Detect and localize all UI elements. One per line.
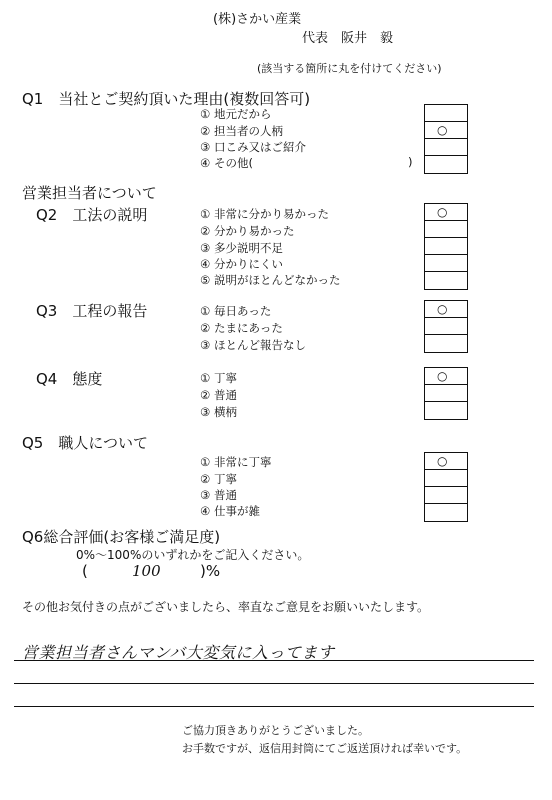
q5-option-3: ③ 普通 xyxy=(200,488,237,502)
q4-checkbox-2[interactable] xyxy=(425,385,467,402)
q4-title: Q4 態度 xyxy=(36,370,103,388)
q2-option-5: ⑤ 説明がほとんどなかった xyxy=(200,273,341,287)
q5-option-2: ② 丁寧 xyxy=(200,472,237,486)
q3-checkbox-2[interactable] xyxy=(425,318,467,335)
q1-checkbox-1[interactable] xyxy=(425,105,467,122)
q4-checkbox-1[interactable] xyxy=(425,368,467,385)
comment-line-1 xyxy=(14,660,534,661)
q4-option-3: ③ 横柄 xyxy=(200,405,237,419)
q5-option-1: ① 非常に丁寧 xyxy=(200,455,272,469)
q2-checkbox-column xyxy=(424,203,468,290)
q5-option-4: ④ 仕事が雑 xyxy=(200,504,260,518)
q3-checkbox-1[interactable] xyxy=(425,301,467,318)
q1-option-4: ④ その他( xyxy=(200,156,253,170)
q6-title: Q6総合評価(お客様ご満足度) xyxy=(22,528,221,546)
q2-checkbox-5[interactable] xyxy=(425,272,467,289)
comments-prompt: その他お気付きの点がございましたら、率直なご意見をお願いいたします。 xyxy=(22,600,430,614)
q3-title: Q3 工程の報告 xyxy=(36,302,148,320)
q5-title: Q5 職人について xyxy=(22,434,149,452)
q1-option-2: ② 担当者の人柄 xyxy=(200,124,283,138)
q1-option-3: ③ 口こみ又はご紹介 xyxy=(200,140,306,154)
q4-option-1: ① 丁寧 xyxy=(200,371,237,385)
q5-checkbox-4[interactable] xyxy=(425,504,467,521)
q2-checkbox-3[interactable] xyxy=(425,238,467,255)
q2-checkbox-1[interactable] xyxy=(425,204,467,221)
q1-checkbox-2[interactable] xyxy=(425,122,467,139)
q2-checkbox-2[interactable] xyxy=(425,221,467,238)
q4-checkbox-3[interactable] xyxy=(425,402,467,419)
q6-open-paren: ( xyxy=(82,562,88,580)
q4-option-2: ② 普通 xyxy=(200,388,237,402)
footer-request: お手数ですが、返信用封筒にてご返送頂ければ幸いです。 xyxy=(182,742,468,755)
q3-checkbox-column xyxy=(424,300,468,353)
q1-option-4-close: ) xyxy=(408,155,413,169)
representative-name: 代表 阪井 毅 xyxy=(302,31,394,46)
q2-option-4: ④ 分かりにくい xyxy=(200,257,283,271)
comments-handwritten-text[interactable]: 営業担当者さんマンバ大変気に入ってます xyxy=(22,643,335,662)
q1-title: Q1 当社とご契約頂いた理由(複数回答可) xyxy=(22,90,311,108)
q2-option-3: ③ 多少説明不足 xyxy=(200,241,283,255)
q6-percent-suffix: )% xyxy=(200,562,221,580)
circle-mark-icon: ○ xyxy=(437,369,448,383)
q3-option-2: ② たまにあった xyxy=(200,321,283,335)
q3-option-1: ① 毎日あった xyxy=(200,304,272,318)
q6-satisfaction-value[interactable]: 100 xyxy=(132,562,161,580)
circle-mark-icon: ○ xyxy=(437,302,448,316)
q4-checkbox-column xyxy=(424,367,468,420)
q1-option-1: ① 地元だから xyxy=(200,107,272,121)
q2-option-1: ① 非常に分かり易かった xyxy=(200,207,329,221)
comment-line-3 xyxy=(14,706,534,707)
q3-checkbox-3[interactable] xyxy=(425,335,467,352)
circle-mark-icon: ○ xyxy=(437,454,448,468)
q5-checkbox-1[interactable] xyxy=(425,453,467,470)
comment-line-2 xyxy=(14,683,534,684)
instruction-text: (該当する箇所に丸を付けてください) xyxy=(257,62,442,75)
q2-checkbox-4[interactable] xyxy=(425,255,467,272)
q5-checkbox-column xyxy=(424,452,468,522)
q1-checkbox-3[interactable] xyxy=(425,139,467,156)
footer-thanks: ご協力頂きありがとうございました。 xyxy=(182,724,369,737)
sales-section-title: 営業担当者について xyxy=(22,184,157,202)
company-name: (株)さかい産業 xyxy=(213,12,302,27)
q2-option-2: ② 分かり易かった xyxy=(200,224,295,238)
circle-mark-icon: ○ xyxy=(437,123,448,137)
q2-title: Q2 工法の説明 xyxy=(36,206,148,224)
circle-mark-icon: ○ xyxy=(437,205,448,219)
q3-option-3: ③ ほとんど報告なし xyxy=(200,338,306,352)
q5-checkbox-2[interactable] xyxy=(425,470,467,487)
q1-checkbox-4[interactable] xyxy=(425,156,467,173)
q6-subtitle: 0%～100%のいずれかをご記入ください。 xyxy=(76,548,310,562)
q1-checkbox-column xyxy=(424,104,468,174)
q5-checkbox-3[interactable] xyxy=(425,487,467,504)
